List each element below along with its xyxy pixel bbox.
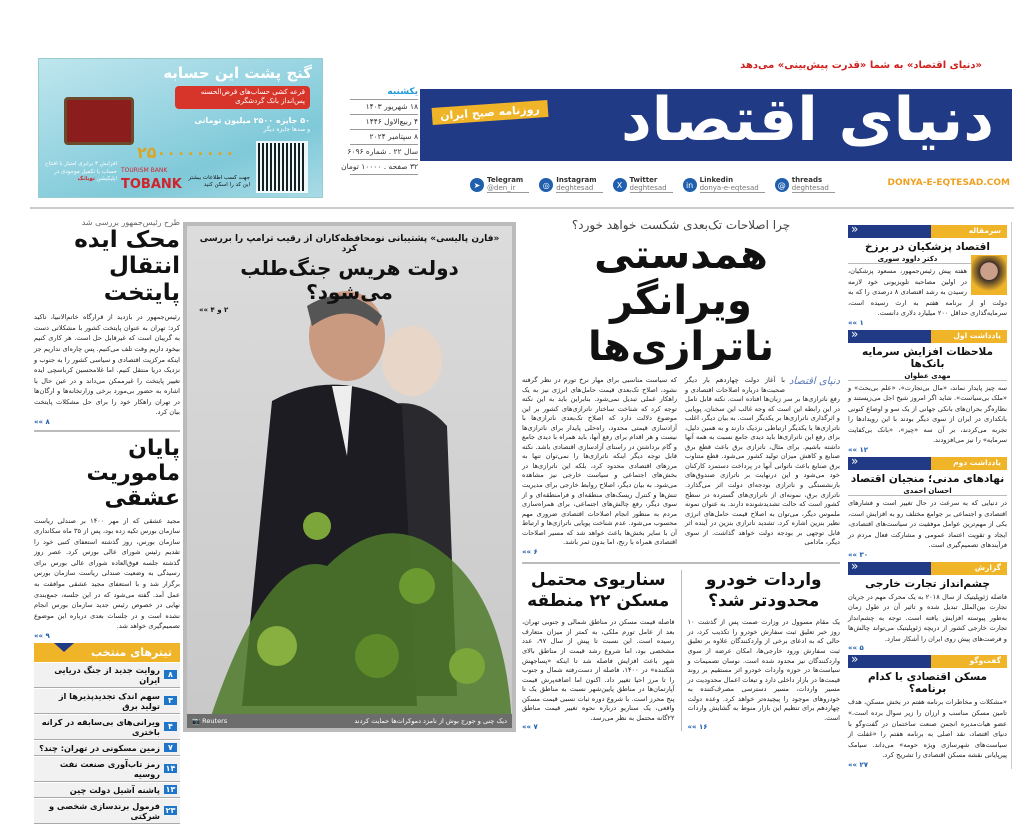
story-housing — [522, 570, 682, 732]
section-bar — [848, 562, 931, 575]
photo-kicker: «فارن پالیسی» پشتیبانی نومحافظه‌کاران از رقیب ترامپ را بررسی کرد — [199, 234, 500, 254]
ad-prize-text: ۵۰ جایزه ۲۵۰۰ میلیون تومانی — [194, 116, 310, 125]
pick-page: ۳ — [164, 696, 177, 705]
telegram-icon: ➤ — [470, 178, 484, 192]
photo-credit — [192, 717, 227, 725]
pick-page: ۷ — [164, 743, 177, 752]
pick-item[interactable] — [34, 689, 180, 714]
credit-text: Reuters — [202, 717, 228, 725]
social-links — [470, 175, 835, 195]
qr-code[interactable] — [256, 141, 308, 193]
story-headline[interactable]: واردات خودرو محدودتر شد؟ — [705, 569, 822, 612]
page-ref[interactable]: ۹ »» — [34, 631, 50, 640]
ad-left-body: افزایش ۳ برابری امتیاز با افتتاح حساب یا تکمیل موجودی در اپلیکیشن — [45, 161, 117, 183]
section-bar — [848, 330, 931, 343]
social-name: Telegram — [487, 175, 524, 184]
pick-title: زمین مسکونی در تهران: چند؟ — [39, 742, 160, 753]
opinion-body: هفته پیش رئیس‌جمهور، مسعود پزشکیان، در اولین مصاحبه تلویزیونی خود لازمه رسیدن به رشد اقتصادی ۸ درصدی را که به دولت او از برنامه هفتم به ارث رسیده است، سرمایه‌گذاری حداقل ۲۰۰ میلیارد دلاری دانست. — [848, 267, 1007, 318]
byline-logo: دنیای اقتصاد — [788, 376, 840, 387]
social-threads[interactable] — [775, 177, 835, 193]
lead-body-col1: با آغاز دولت چهاردهم بار دیگر صحبت‌ها درباره اصلاحات اقتصادی و رفع ناترازی‌ها بر سر زبان‌ها افتاده است. نکته قابل تامل در این رابطه این است که وجه غالب این سخنان، پویایی و اثرگذاری ناترازی‌ها بر یکدیگر است. به بیان دیگر، اغلب ناترازی‌ها با یکدیگر ارتباطی نزدیک دارند و به همین دلیل، برای رفع این ناترازی‌ها باید دیدی جامع نسبت به همه آنها داشته باشیم. برای مثال، ناترازی برق باعث قطع برق صنایع و کاهش میزان تولید کشور می‌شود. قطع متناوب برق صنایع باعث ناتوانی آنها در پرداخت دستمزد کارکنان خود می‌شود و این درنهایت بر ناترازی صندوق‌های بازنشستگی و ناترازی بودجه‌ای دولت اثر می‌گذارد. ناترازی برق، نمونه‌ای از ناترازی‌های گسترده در سطح کشور است که حالت تشدیدشونده دارند. به عنوان نمونه ملموس دیگر، می‌توان به اصلاح قیمت حامل‌های انرژی نظیر بنزین اشاره کرد. تشدید ناترازی بنزین در آینده اثر قابل توجهی بر بودجه دولت خواهد گذاشت. از سوی دیگر، مادامی — [685, 376, 840, 547]
section-label: گفت‌وگو — [931, 655, 1007, 668]
social-telegram[interactable] — [470, 177, 529, 193]
author-portrait — [971, 255, 1007, 295]
ad-qr-text: جهت کسب اطلاعات بیشتر این کد را اسکن کنید — [188, 175, 250, 189]
linkedin-icon: in — [683, 178, 697, 192]
page-ref[interactable]: ۱ »» — [848, 318, 864, 327]
issue-number: سال ۲۲ . شماره ۶۰۹۶ — [350, 145, 418, 160]
coins-image: ۲۵۰۰۰۰۰۰۰۰ — [137, 143, 235, 162]
price: ۳۲ صفحه . ۱۰۰۰۰ تومان — [350, 160, 418, 175]
lead-kicker: چرا اصلاحات تک‌بعدی شکست خواهد خورد؟ — [571, 218, 791, 232]
instagram-icon: ◎ — [539, 178, 553, 192]
social-handle: @den_ir — [487, 183, 516, 192]
gregorian-date: ۸ سپتامبر ۲۰۲۴ — [350, 130, 418, 145]
social-name: Twitter — [629, 175, 658, 184]
interview-body: «مشکلات و مخاطرات برنامه هفتم در بخش مسکن، هدف تامین مسکن مناسب و ارزان را زیر سوال برده است.» عضو هیات‌مدیره انجمن صنعت ساختمان در گفت‌وگو با دنیای اقتصاد، نقد اصلی به برنامه هفتم را «غفلت از سیاست‌های شهرسازی ویژه حومه» می‌داند. سیامک پیرپایانی نقشه مسکن اقتصادی را تشریح کرد. — [848, 698, 1007, 760]
story-body: فاصله قیمت مسکن در مناطق شمالی و جنوبی تهران، بعد از عامل تورم ملکی، به کمتر از میزان متعارف رسیده است. این نسبت تا پیش از سال ۹۷، عدد مشخصی بود، اما شروع رشد قیمت از مناطق بالای شهر باعث افزایش فاصله شد تا اینکه «پساجهش شکننده» در ۱۴۰۰، فاصله از دست‌رفته شمال و جنوب را تا مرز احیا تغییر داد. اکنون اما اضافه‌پرش قیمت آپارتمان‌ها در مناطق پایین‌شهر نسبت به مناطق یک تا پنج محرز است. با شروع دوره ثبات نسبی قیمت مسکن واقعی، یک سناریو درباره نحوه تغییر قیمت مناطق ۲۲گانه محتمل به نظر می‌رسد. — [522, 618, 675, 722]
picks-header: تیترهای منتخب — [34, 643, 180, 662]
page-ref[interactable]: ۷ »» — [522, 723, 538, 732]
right-column — [848, 222, 1012, 769]
story-headline[interactable]: محک ایده انتقال پایتخت — [74, 227, 180, 306]
section-bar — [848, 225, 931, 238]
section-header — [848, 562, 1007, 575]
pick-item[interactable] — [34, 741, 180, 756]
lead-story — [522, 218, 840, 556]
page-ref[interactable]: ۲ و ۴ »» — [199, 306, 229, 314]
page-ref[interactable]: ۱۶ »» — [687, 723, 708, 732]
camera-icon: 📷 — [192, 717, 201, 725]
ad-left-brand: توبانک — [77, 176, 95, 183]
story-body: رئیس‌جمهور در بازدید از قرارگاه خاتم‌الانبیا، تاکید کرد: تهران به عنوان پایتخت کشور با مشکلاتی دست به گریبان است که غیرقابل حل است. هر کاری کنیم بیخود داریم وقت تلف می‌کنیم. پس چاره‌ای نداریم جز اینکه مرکزیت اقتصادی و سیاسی کشور را به جنوب و نزدیک دریا منتقل کنیم. اما غلامحسین کرباسچی ایده تغییر پایتخت را غیرممکن می‌داند و در عین حال با اشاره به حضور بی‌مورد برخی وزارتخانه‌ها و ارگان‌ها در تهران راهکار خود را برای حل مشکلات پایتخت بیان کرد. — [34, 313, 180, 417]
pick-title: سهم اندک تجدیدپذیرها از تولید برق — [58, 690, 160, 711]
section-header — [848, 225, 1007, 238]
opinion-body: در دنیایی که به سرعت در حال تغییر است و فشارهای اقتصادی و اجتماعی بر جوامع مختلف رو به افزایش است، یکی از مهم‌ترین عوامل موفقیت در سیاست‌های اقتصادی، ایجاد و تقویت اعتماد عمومی و مشارکت فعال مردم در فرآیندهای تصمیم‌گیری است. — [848, 499, 1007, 550]
pick-title: روایت جدید از جنگ دریایی ایران — [54, 664, 160, 685]
threads-icon: @ — [775, 178, 789, 192]
ad-prize-sub: و صدها جایزه دیگر — [263, 126, 310, 134]
ad-badge: قرعه کشی حساب‌های قرض‌الحسنه پس‌انداز بانک گردشگری — [175, 86, 310, 109]
social-handle: deghtesad — [791, 183, 829, 192]
section-header — [848, 330, 1007, 343]
opinion-body: سه چیز پایدار نماند، «مال بی‌تجارت»، «علم بی‌بحث» و «ملک بی‌سیاست». شاید اگر امروز شیخ اجل می‌زیستند و نظاره‌گر بحران‌های بانکی جهانی از یک سو و اوضاع کنونی بانکداری در ایران از سوی دیگر بودند با این رویدادها را تجربه می‌کردند، بر آن سه «چیز»، «بانک بی‌کفایت سرمایه» را نیز می‌افزودند. — [848, 383, 1007, 445]
opinion-headline[interactable]: اقتصاد پزشکیان در برزخ — [864, 241, 991, 253]
section-label: گزارش — [931, 562, 1007, 575]
page-ref[interactable]: ۶ »» — [522, 547, 538, 556]
pick-title: پاشنه آشیل دولت چین — [69, 784, 160, 795]
social-name: Instagram — [556, 175, 597, 184]
pick-page: ۸ — [164, 670, 177, 679]
section-header — [848, 457, 1007, 470]
photo-caption-bar — [187, 714, 512, 728]
page-ref[interactable]: ۵ »» — [848, 644, 864, 653]
social-name: threads — [791, 175, 823, 184]
solar-date: ۱۸ شهریور ۱۴۰۳ — [350, 100, 418, 115]
tobank-logo: TOBANK — [121, 177, 182, 192]
social-name: Linkedin — [699, 175, 734, 184]
pick-item[interactable] — [34, 715, 180, 740]
bank-logo-text: TOURISM BANK — [121, 167, 168, 174]
photo-story[interactable] — [183, 222, 516, 732]
section-bar — [848, 655, 931, 668]
tagline: روزنامه صبح ایران — [432, 100, 549, 125]
section-bar — [848, 457, 931, 470]
opinion-headline[interactable]: نهادهای مدنی؛ منجیان اقتصاد — [850, 473, 1005, 486]
pick-title: رمز تاب‌آوری صنعت نفت روسیه — [59, 758, 160, 779]
social-handle: donya-e-eqtesad — [699, 183, 759, 192]
ad-title: گنج پشت این حسابه — [163, 64, 312, 82]
social-twitter[interactable] — [613, 177, 673, 193]
story-headline[interactable]: پایان ماموریت عشقی — [86, 435, 180, 512]
divider — [34, 430, 180, 432]
slogan: «دنیای اقتصاد» به شما «قدرت پیش‌بینی» می‌دهد — [740, 60, 982, 71]
center-column — [522, 218, 840, 731]
page-ref[interactable]: ۳۰ »» — [848, 550, 869, 559]
pick-title: فرمول برندسازی شخصی و شرکتی — [48, 800, 160, 821]
page-ref[interactable]: ۱۲ »» — [848, 446, 869, 455]
ad-prize — [175, 116, 310, 134]
story-body: یک مقام مسوول در وزارت صمت پس از گذشت ۱۰ روز خبر تعلیق ثبت سفارش خودرو را تکذیب کرد، در حالی که به ادعای برخی از واردکنندگان علاوه بر تعلیق ثبت سفارش ورود خارجی‌ها، امکان عرضه از سوی واردکنندگان نیز محدود شده است. نوسان تصمیمات و سیاست‌ها در حوزه واردات خودرو اثر مستقیم بر روند قیمت‌ها در بازار داخلی دارد و تبعات اعمال محدودیت در مسیر واردات، مسیر دسترسی مصرف‌کننده به خودروهای موجود را پیچیده‌تر خواهد کرد. وعده دولت چهاردهم برای تنظیم این بازار منوط به گشایش واردات است. — [687, 618, 840, 722]
website-link[interactable]: DONYA-E-EQTESAD.COM — [887, 178, 1010, 188]
secondary-stories — [522, 562, 840, 732]
pick-page: ۴ — [164, 722, 177, 731]
issue-info — [341, 85, 418, 175]
social-instagram[interactable] — [539, 177, 602, 193]
interview-headline[interactable]: مسکن اقتصادی با کدام برنامه؟ — [867, 671, 988, 696]
photo-headline[interactable]: دولت هریس جنگ‌طلب می‌شود؟ — [240, 256, 459, 304]
section-label: یادداشت دوم — [931, 457, 1007, 470]
story-car-imports — [688, 570, 841, 732]
lead-body-col2: که سیاست مناسبی برای مهار نرخ تورم در نظر گرفته نشود، اصلاح تک‌بعدی قیمت حامل‌های انرژی نیز به یک راهکار عملی تبدیل نمی‌شود. بنابراین باید به این نکته توجه کرد که شناخت ساختار ناترازی‌های کشور بر این موضوع دلالت دارد که اصلاح تک‌بعدی ناترازی‌ها با آزادسازی قیمتی محدود، راه‌حلی پایدار برای ناترازی‌ها نیست و هر اقدام برای رفع آنها، باید همراه با دیدی جامع و گام برداشتن در راستای آزادسازی اقتصادی باشد. نکته قابل توجه دیگر اینکه ناترازی‌ها را نمی‌توان تنها به مرزهای اقتصادی محدود کرد، بلکه این ناترازی‌ها در بخش‌های اجتماعی و سیاست خارجی نیز مشاهده می‌شود. به بیان دیگر، اصلاح روابط خارجی برای مدیریت تنش‌ها و کنترل ریسک‌های منطقه‌ای و فرامنطقه‌ای و از سوی دیگر، رفع چالش‌های اجتماعی، برای همراه‌سازی مردم به منظور انجام اصلاحات اقتصادی ضروری مهم محسوب می‌شود. عدم شناخت پویایی ناترازی‌ها و ارتباط آن با سایر بخش‌ها باعث خواهد شد که مسیر اصلاحات اقتصادی همراه با رنج، اما بدون ثمر باشد. — [522, 376, 677, 547]
story-headline[interactable]: سناریوی محتمل مسکن ۲۲ منطقه — [527, 569, 670, 612]
lead-headline[interactable]: همدستی ویرانگر ناترازی‌ها — [587, 232, 775, 370]
divider — [30, 207, 1014, 209]
opinion-headline[interactable]: ملاحظات افزایش سرمایه بانک‌ها — [861, 345, 994, 370]
report-body: فاصله ژئوپلیتیک از سال ۲۰۱۸ به یک محرک مهم در جریان تجارت بین‌الملل تبدیل شده و تاثیر آن در طول زمان به‌طور پیوسته افزایش یافته است. توجه به چشم‌انداز تجارت خارجی کشور از دریچه ژئوپلیتیک می‌تواند چالش‌ها و فرصت‌های پیش روی ایران را آشکار سازد. — [848, 592, 1007, 643]
social-handle: deghtesad — [556, 183, 594, 192]
photo-caption: دیک چنی و جورج بوش از نامزد دموکرات‌ها حمایت کردند — [354, 717, 507, 725]
report-headline[interactable]: چشم‌انداز تجارت خارجی — [865, 577, 990, 590]
author-name: مهدی عطوان — [848, 372, 1007, 381]
tobank-advertisement[interactable] — [38, 58, 323, 198]
social-linkedin[interactable] — [683, 177, 765, 193]
pick-page: ۲۳ — [165, 806, 176, 816]
story-body: مجید عشقی که از مهر ۱۴۰۰ بر صندلی ریاست سازمان بورس تکیه زده بود، پس از ۳۵ ماه سکانداری سازمان بورس، روز گذشته استعفای کتبی خود را تقدیم رئیس شورای عالی بورس کرد. عصر روز گذشته جلسه فوق‌العاده شورای عالی بورس برای رسیدگی به وضعیت صندلی ریاست سازمان بورس برگزار شد و با استعفای مجید عشقی موافقت به عمل آمد. گفته می‌شود که در این جلسه، جمع‌بندی نهایی در خصوص رئیس جدید سازمان بورس انجام نشده است و در جلسات بعدی درباره این موضوع تصمیم‌گیری خواهد شد. — [34, 516, 181, 631]
weekday: یکشنبه — [350, 85, 418, 100]
treasure-chest-image — [64, 97, 134, 145]
photo-headline-block — [199, 234, 500, 314]
ad-left-text — [45, 161, 117, 184]
pick-item[interactable] — [34, 799, 180, 824]
pick-item[interactable] — [34, 783, 180, 798]
page-ref[interactable]: ۲۷ »» — [848, 760, 869, 769]
section-label: سرمقاله — [931, 225, 1007, 238]
social-handle: deghtesad — [629, 183, 667, 192]
page-ref[interactable]: ۸ »» — [34, 417, 50, 426]
pick-item[interactable] — [34, 757, 180, 782]
author-name: احسان احمدی — [848, 487, 1007, 496]
pick-page: ۱۳ — [165, 785, 176, 795]
newspaper-logo[interactable]: دنیای اقتصاد — [620, 85, 994, 155]
pick-title: ویرانی‌های بی‌سابقه در کرانه باختری — [41, 716, 160, 737]
lunar-date: ۴ ربیع‌الاول ۱۴۴۶ — [350, 115, 418, 130]
section-label: یادداشت اول — [931, 330, 1007, 343]
author-name: دکتر داوود سوری — [848, 255, 1007, 264]
pick-item[interactable] — [34, 663, 180, 688]
pick-page: ۱۴ — [165, 764, 176, 774]
section-header — [848, 655, 1007, 668]
x-icon: X — [613, 178, 627, 192]
story-kicker: طرح رئیس‌جمهور بررسی شد — [81, 218, 180, 227]
left-column — [34, 218, 180, 824]
